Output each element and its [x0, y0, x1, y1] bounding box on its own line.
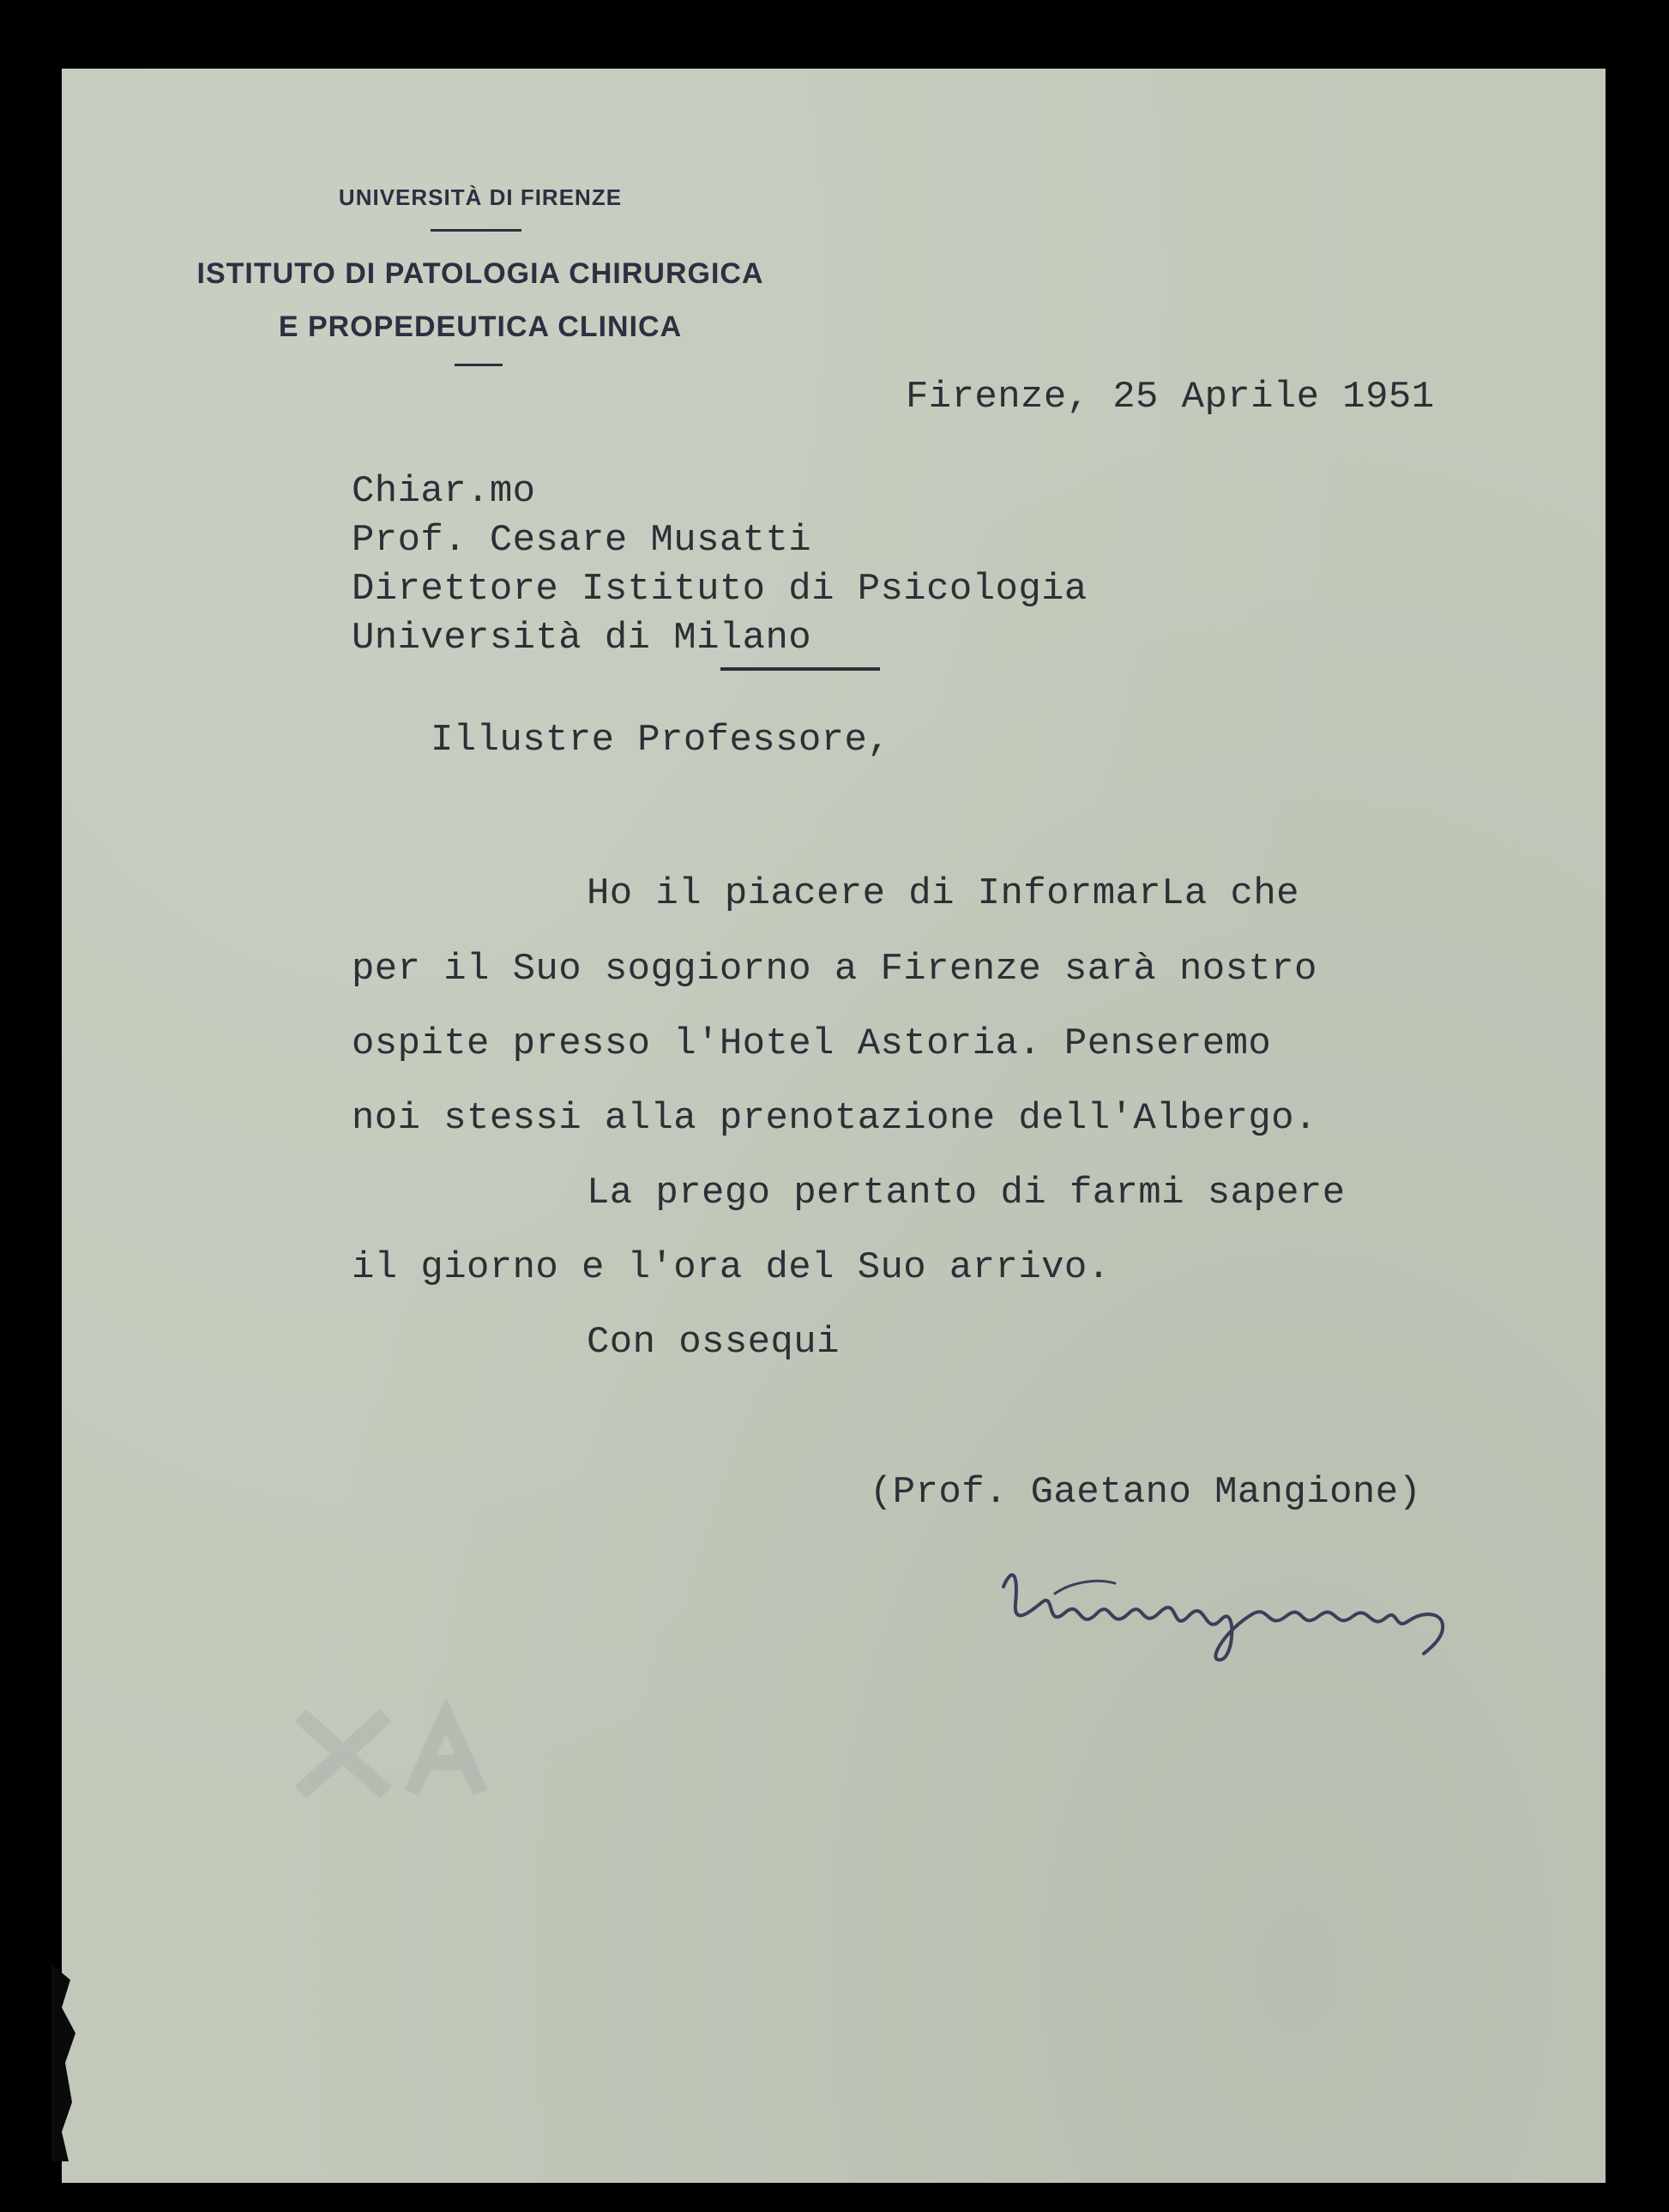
- body-line: il giorno e l'ora del Suo arrivo.: [352, 1246, 1111, 1289]
- recipient-institution: Università di Milano: [352, 617, 812, 660]
- body-line: ospite presso l'Hotel Astoria. Penseremo: [352, 1022, 1272, 1065]
- letterhead-university: UNIVERSITÀ DI FIRENZE: [338, 184, 623, 210]
- letterhead-institute-line-1: ISTITUTO DI PATOLOGIA CHIRURGICA: [196, 257, 764, 290]
- body-line: noi stessi alla prenotazione dell'Albergo.: [352, 1097, 1317, 1140]
- body-line: La prego pertanto di farmi sapere: [587, 1172, 1346, 1214]
- body-line: Ho il piacere di InformarLa che: [587, 872, 1299, 915]
- letter-date: Firenze, 25 Aprile 1951: [906, 376, 1435, 419]
- salutation: Illustre Professore,: [431, 719, 891, 762]
- recipient-city-underline: [720, 667, 880, 671]
- letterhead-divider: [431, 229, 521, 232]
- signatory-name: (Prof. Gaetano Mangione): [870, 1471, 1422, 1514]
- letterhead-institute-line-2: E PROPEDEUTICA CLINICA: [278, 310, 683, 343]
- recipient-name: Prof. Cesare Musatti: [352, 519, 812, 562]
- recipient-honorific: Chiar.mo: [352, 470, 536, 513]
- recipient-title: Direttore Istituto di Psicologia: [352, 568, 1088, 611]
- closing: Con ossequi: [587, 1321, 840, 1364]
- body-line: per il Suo soggiorno a Firenze sarà nostro: [352, 948, 1317, 991]
- handwritten-signature: [995, 1552, 1458, 1673]
- letterhead-divider: [455, 364, 503, 366]
- faint-watermark: [283, 1698, 523, 1810]
